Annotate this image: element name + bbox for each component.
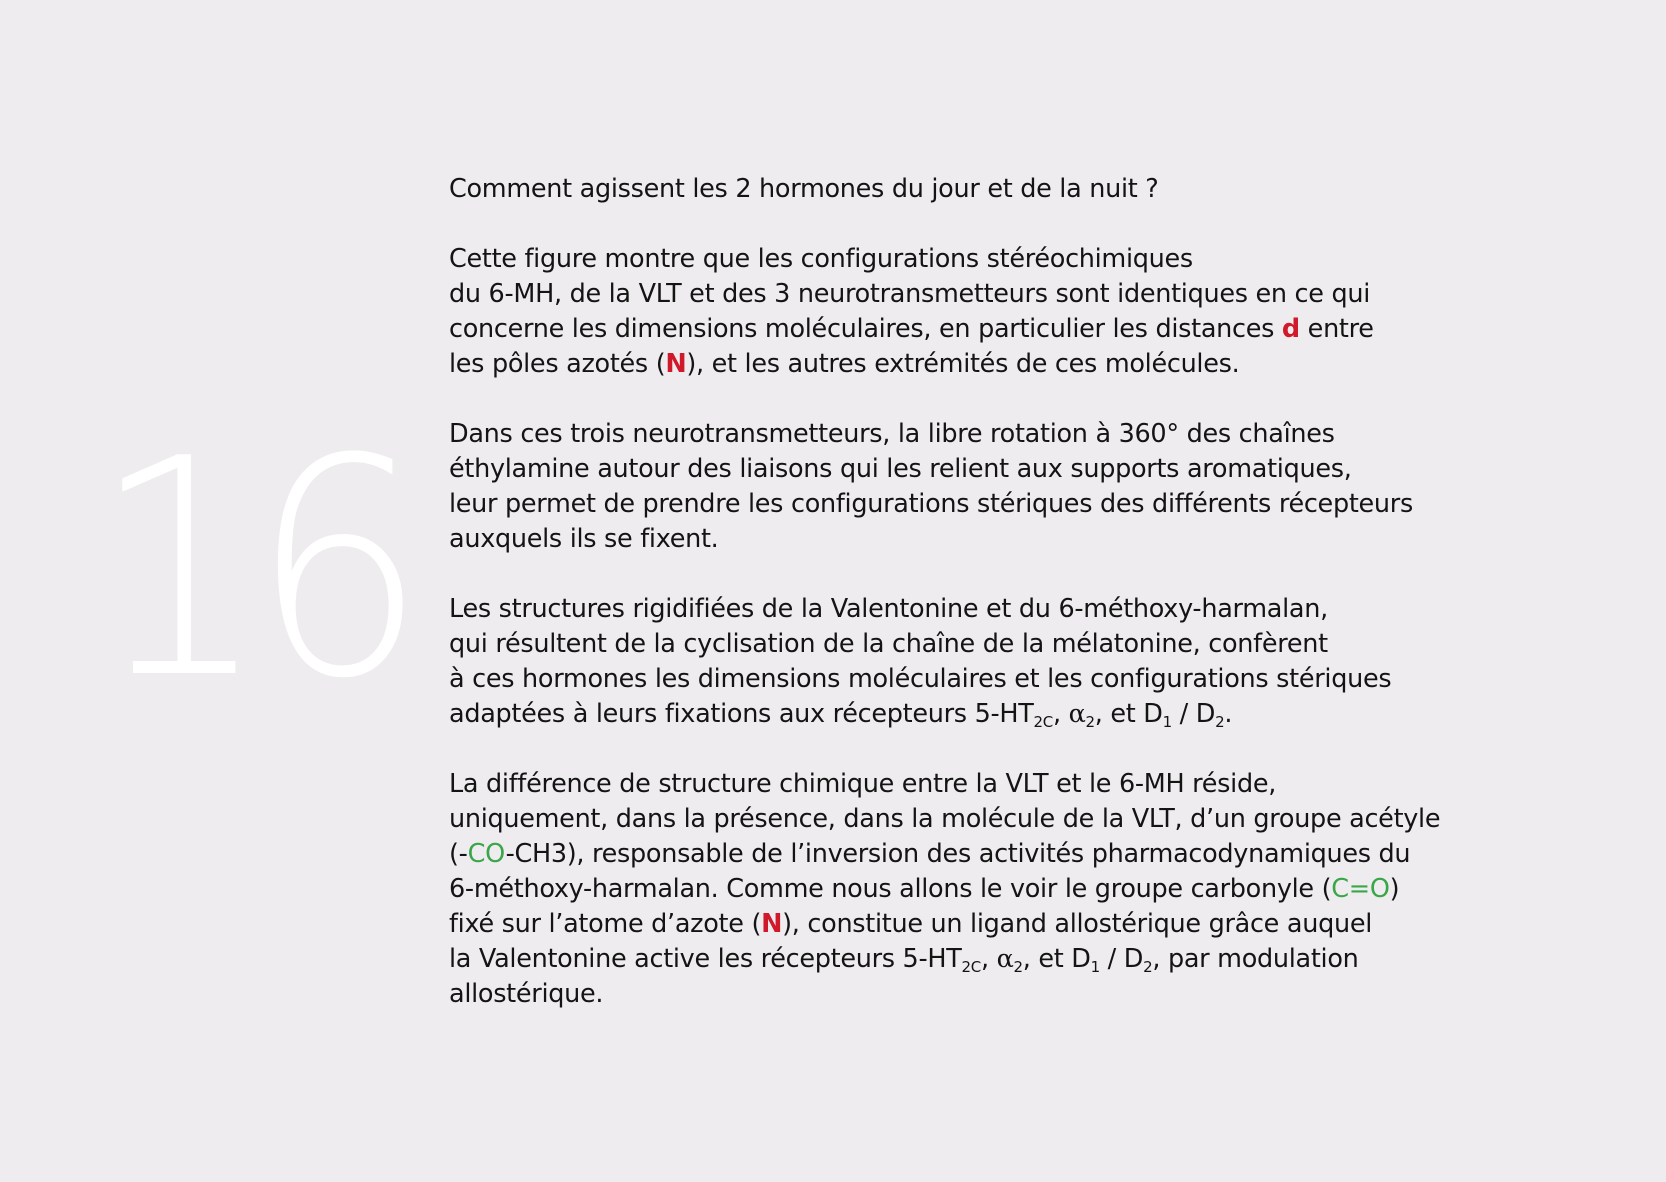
paragraph-1: Cette figure montre que les configurations stéréochimiques du 6-MH, de la VLT et des 3 neurotransmetteurs sont identiques en ce qui concerne les dimensions moléculaires, en particulier les distances d entre les pôles azotés (N), et les autres extrémités de ces molécules. (449, 244, 1374, 379)
highlight-c-o: C=O (1331, 874, 1390, 904)
heading: Comment agissent les 2 hormones du jour et de la nuit ? (449, 174, 1159, 204)
paragraph-3: Les structures rigidifiées de la Valentonine et du 6-méthoxy-harmalan, qui résultent de la cyclisation de la chaîne de la mélatonine, confèrent à ces hormones les dimensions moléculaires et les configurations stériques adaptées à leurs fixations aux récepteurs $5-HT_{2C}$, $\alpha_2$, et $D_1 / D_2$. (449, 594, 1392, 731)
highlight-co: CO (467, 839, 506, 869)
highlight-d: d (1281, 314, 1300, 344)
paragraph-4: La différence de structure chimique entre la VLT et le 6-MH réside, uniquement, dans la présence, dans la molécule de la VLT, d’un groupe acétyle (-CO-CH3), responsable de l’inversion des activités pharmacodynamiques du 6-méthoxy-harmalan. Comme nous allons le voir le groupe carbonyle (C=O) fixé sur l’atome d’azote (N), constitue un ligand allostérique grâce auquel la Valentonine active les récepteurs $5-HT_{2C}$, $\alpha_2$, et $D_1 / D_2$, par modulation allostérique. (449, 769, 1441, 1009)
highlight-n: N (665, 349, 687, 379)
page-number: 16 (92, 395, 411, 744)
text-block (449, 172, 1599, 1047)
highlight-n: N (761, 909, 783, 939)
paragraph-2: Dans ces trois neurotransmetteurs, la libre rotation à 360° des chaînes éthylamine autour des liaisons qui les relient aux supports aromatiques, leur permet de prendre les configurations stériques des différents récepteurs auxquels ils se fixent. (449, 419, 1413, 554)
